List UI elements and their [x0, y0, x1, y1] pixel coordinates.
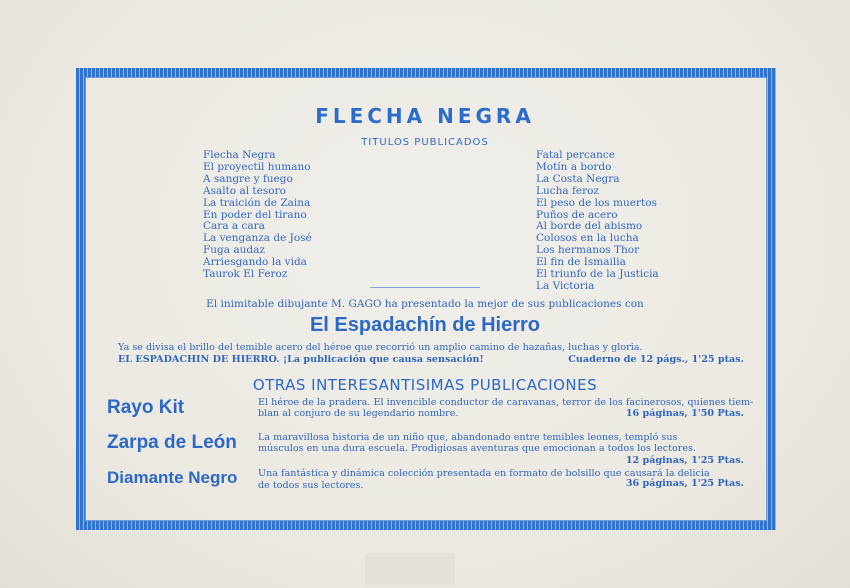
espadachin-price: Cuaderno de 12 págs., 1'25 ptas. [568, 354, 744, 365]
publication-price: 16 páginas, 1'50 Ptas. [625, 408, 744, 419]
espadachin-heading: El Espadachín de Hierro [309, 314, 541, 336]
publication-description: La maravillosa historia de un niño que, abandonado entre temibles leones, templó sus [258, 432, 678, 443]
intro-text: El inimitable dibujante M. GAGO ha presentado la mejor de sus publicaciones con [206, 298, 644, 310]
publication-description: El héroe de la pradera. El invencible conductor de caravanas, terror de los facinerosos, quienes tiem- [258, 397, 754, 408]
title-item: A sangre y fuego [203, 172, 293, 185]
publication-description: Una fantástica y dinámica colección presentada en formato de bolsillo que causará la delicia [258, 468, 710, 479]
title-item: El proyectil humano [203, 160, 311, 173]
title-item: El fin de Ismailia [536, 256, 626, 269]
title-item: La traición de Zaina [203, 196, 311, 209]
title-item: Cara a cara [203, 220, 265, 233]
title-item: Al borde del abismo [536, 220, 643, 233]
espadachin-tagline: EL ESPADACHIN DE HIERRO. ¡La publicación que causa sensación! [118, 354, 484, 365]
title-item: En poder del tirano [203, 208, 307, 221]
title-item: Los hermanos Thor [536, 244, 640, 257]
espadachin-description: Ya se divisa el brillo del temible acero del héroe que recorrió un amplio camino de hazañas, luchas y gloria. [118, 342, 643, 353]
title-item: Lucha feroz [536, 184, 599, 197]
publication-name-zarpa-de-leon: Zarpa de León [107, 432, 237, 453]
title-item: Arriesgando la vida [203, 256, 307, 269]
title-item: Taurok El Feroz [203, 268, 288, 281]
publication-name-diamante-negro: Diamante Negro [107, 468, 238, 487]
title-item: Motín a bordo [536, 160, 612, 173]
titles-list-right [536, 150, 659, 293]
page-title: FLECHA NEGRA [315, 104, 535, 128]
title-item: La Victoria [536, 279, 595, 292]
title-item: Puños de acero [536, 208, 618, 221]
title-item: Fuga audaz [203, 244, 265, 257]
paper-mark [365, 553, 455, 585]
publication-description: blan al conjuro de su legendario nombre. [258, 408, 459, 419]
title-item: El peso de los muertos [536, 196, 657, 209]
title-item: La Costa Negra [536, 172, 620, 185]
title-item: El triunfo de la Justicia [536, 268, 659, 281]
publication-name-rayo-kit: Rayo Kit [107, 397, 185, 418]
titles-list-left [203, 150, 312, 281]
publication-price: 36 páginas, 1'25 Ptas. [625, 478, 744, 489]
title-item: La venganza de José [203, 232, 312, 245]
other-publications-heading: OTRAS INTERESANTISIMAS PUBLICACIONES [252, 376, 598, 394]
publication-price: 12 páginas, 1'25 Ptas. [625, 455, 744, 466]
page-subtitle: TITULOS PUBLICADOS [361, 137, 489, 148]
divider [370, 287, 480, 288]
title-item: Asalto al tesoro [203, 184, 286, 197]
title-item: Flecha Negra [203, 149, 276, 161]
publication-description: de todos sus lectores. [258, 480, 364, 491]
title-item: Fatal percance [536, 149, 615, 161]
publication-description: músculos en una dura escuela. Prodigiosas aventuras que emocionan a todos los lectores. [258, 443, 696, 454]
title-item: Colosos en la lucha [536, 232, 639, 245]
